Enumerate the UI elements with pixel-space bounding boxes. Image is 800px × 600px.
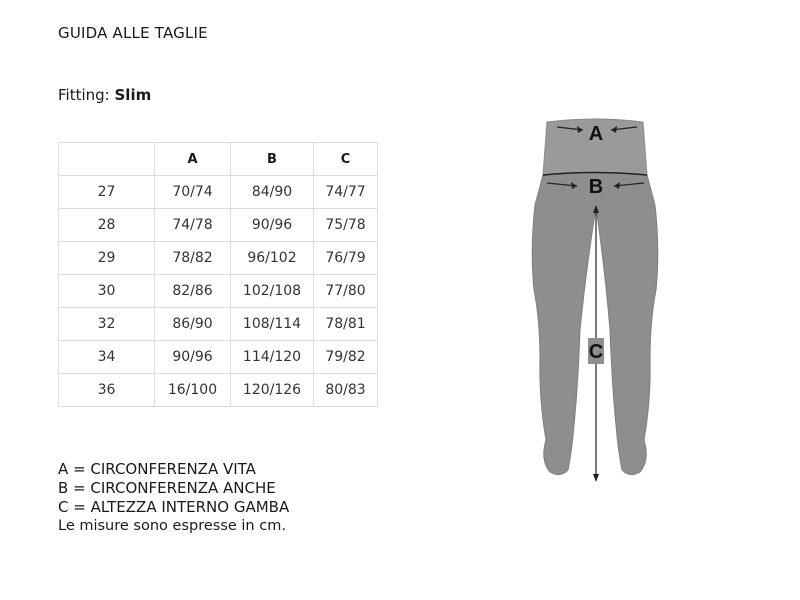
- waist-cell: 16/100: [155, 374, 231, 407]
- legend-item-waist: A = CIRCONFERENZA VITA: [58, 460, 256, 478]
- legend-item-hips: B = CIRCONFERENZA ANCHE: [58, 479, 276, 497]
- waist-cell: 78/82: [155, 242, 231, 275]
- size-cell: 30: [59, 275, 155, 308]
- table-header-row: [59, 143, 378, 176]
- waist-cell: 82/86: [155, 275, 231, 308]
- header-size: [59, 143, 155, 176]
- inseam-cell: 79/82: [314, 341, 378, 374]
- units-note: Le misure sono espresse in cm.: [58, 518, 286, 534]
- hips-cell: 96/102: [231, 242, 314, 275]
- size-cell: 27: [59, 176, 155, 209]
- label-a: A: [588, 123, 604, 145]
- page-title: GUIDA ALLE TAGLIE: [58, 24, 208, 42]
- fitting-line: [58, 86, 151, 104]
- inseam-cell: 80/83: [314, 374, 378, 407]
- fitting-label: Fitting:: [58, 86, 110, 104]
- waist-cell: 74/78: [155, 209, 231, 242]
- size-cell: 36: [59, 374, 155, 407]
- table-row: [59, 341, 378, 374]
- size-cell: 34: [59, 341, 155, 374]
- table-row: [59, 275, 378, 308]
- header-c: C: [314, 143, 378, 176]
- header-a: A: [155, 143, 231, 176]
- fitting-value: Slim: [114, 86, 152, 104]
- waist-cell: 90/96: [155, 341, 231, 374]
- inseam-arrowhead-bottom: [593, 474, 599, 482]
- pants-body: [532, 173, 658, 475]
- size-table: [58, 142, 378, 407]
- size-cell: 29: [59, 242, 155, 275]
- hips-cell: 102/108: [231, 275, 314, 308]
- legend-item-inseam: C = ALTEZZA INTERNO GAMBA: [58, 498, 290, 516]
- table-row: [59, 209, 378, 242]
- hips-cell: 84/90: [231, 176, 314, 209]
- inseam-cell: 77/80: [314, 275, 378, 308]
- inseam-cell: 74/77: [314, 176, 378, 209]
- size-cell: 28: [59, 209, 155, 242]
- label-c: C: [588, 341, 604, 363]
- waist-cell: 86/90: [155, 308, 231, 341]
- hips-cell: 90/96: [231, 209, 314, 242]
- hips-cell: 108/114: [231, 308, 314, 341]
- table-row: [59, 242, 378, 275]
- inseam-cell: 76/79: [314, 242, 378, 275]
- waist-cell: 70/74: [155, 176, 231, 209]
- header-b: B: [231, 143, 314, 176]
- inseam-cell: 78/81: [314, 308, 378, 341]
- table-row: [59, 176, 378, 209]
- hips-cell: 114/120: [231, 341, 314, 374]
- label-b: B: [588, 176, 604, 198]
- size-cell: 32: [59, 308, 155, 341]
- table-row: [59, 374, 378, 407]
- hips-cell: 120/126: [231, 374, 314, 407]
- inseam-cell: 75/78: [314, 209, 378, 242]
- table-row: [59, 308, 378, 341]
- measurement-legend: [58, 460, 289, 536]
- pants-measurement-diagram: [520, 110, 670, 490]
